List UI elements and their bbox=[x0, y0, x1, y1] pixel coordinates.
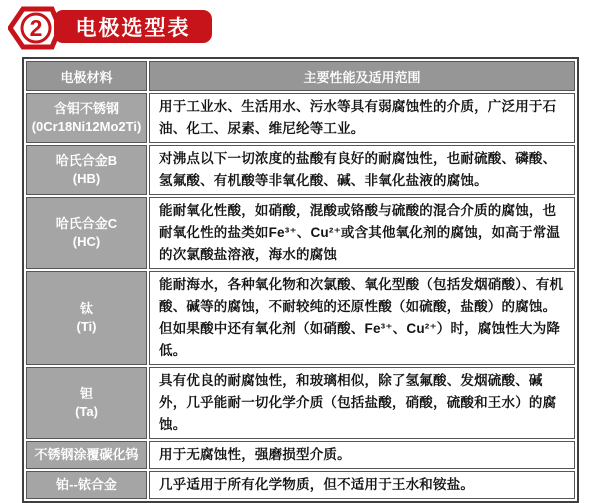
material-cell bbox=[26, 367, 147, 439]
material-name: 铂--铱合金 bbox=[56, 477, 117, 493]
material-cell bbox=[26, 471, 147, 499]
table-row bbox=[26, 271, 575, 365]
material-name: 钽 bbox=[79, 386, 93, 402]
electrode-selection-table-container bbox=[22, 57, 579, 503]
material-name: 不锈钢涂覆碳化钨 bbox=[34, 447, 139, 463]
material-code: (0Cr18Ni12Mo2Ti) bbox=[31, 119, 142, 134]
material-cell bbox=[26, 93, 147, 143]
section-title-text: 电极选型表 bbox=[75, 16, 191, 40]
performance-cell: 能耐氧化性酸，如硝酸，混酸或铬酸与硫酸的混合介质的腐蚀，也耐氧化性的盐类如Fe³⁺、Cu²⁺或含其他氧化剂的腐蚀，如高于常温的次氯酸盐溶液，海水的腐蚀 bbox=[149, 197, 575, 269]
material-cell bbox=[26, 197, 147, 269]
material-code: (HB) bbox=[72, 171, 101, 186]
performance-cell: 对沸点以下一切浓度的盐酸有良好的耐腐蚀性，也耐硫酸、磷酸、氢氟酸、有机酸等非氧化酸、碱、非氧化盐液的腐蚀。 bbox=[149, 145, 575, 195]
column-header-material: 电极材料 bbox=[26, 61, 147, 91]
material-code: (Ti) bbox=[76, 319, 97, 334]
material-cell bbox=[26, 441, 147, 469]
performance-cell: 用于无腐蚀性，强磨损型介质。 bbox=[149, 441, 575, 469]
material-name: 哈氏合金C bbox=[55, 216, 118, 232]
table-row bbox=[26, 471, 575, 499]
section-header bbox=[0, 0, 600, 56]
table-header-row bbox=[26, 61, 575, 91]
table-row bbox=[26, 197, 575, 269]
performance-cell: 能耐海水，各种氧化物和次氯酸、氧化型酸（包括发烟硝酸）、有机酸、碱等的腐蚀，不耐较纯的还原性酸（如硫酸，盐酸）的腐蚀。但如果酸中还有氧化剂（如硝酸、Fe³⁺、Cu²⁺）时，腐蚀性大为降低。 bbox=[149, 271, 575, 365]
table-row bbox=[26, 367, 575, 439]
badge-number: 2 bbox=[29, 15, 43, 41]
material-name: 钛 bbox=[79, 301, 93, 317]
table-row bbox=[26, 145, 575, 195]
section-title-pill bbox=[54, 10, 212, 43]
material-code: (HC) bbox=[72, 234, 101, 249]
performance-cell: 几乎适用于所有化学物质，但不适用于王水和铵盐。 bbox=[149, 471, 575, 499]
material-code: (Ta) bbox=[75, 404, 98, 419]
material-name: 含钼不锈钢 bbox=[53, 101, 119, 117]
material-name: 哈氏合金B bbox=[55, 153, 118, 169]
column-header-performance: 主要性能及适用范围 bbox=[149, 61, 575, 91]
electrode-selection-table bbox=[22, 57, 579, 503]
table-row bbox=[26, 441, 575, 469]
table-row bbox=[26, 93, 575, 143]
performance-cell: 具有优良的耐腐蚀性，和玻璃相似，除了氢氟酸、发烟硫酸、碱外，几乎能耐一切化学介质（包括盐酸，硝酸，硫酸和王水）的腐蚀。 bbox=[149, 367, 575, 439]
material-cell bbox=[26, 271, 147, 365]
material-cell bbox=[26, 145, 147, 195]
performance-cell: 用于工业水、生活用水、污水等具有弱腐蚀性的介质，广泛用于石油、化工、尿素、维尼纶等工业。 bbox=[149, 93, 575, 143]
